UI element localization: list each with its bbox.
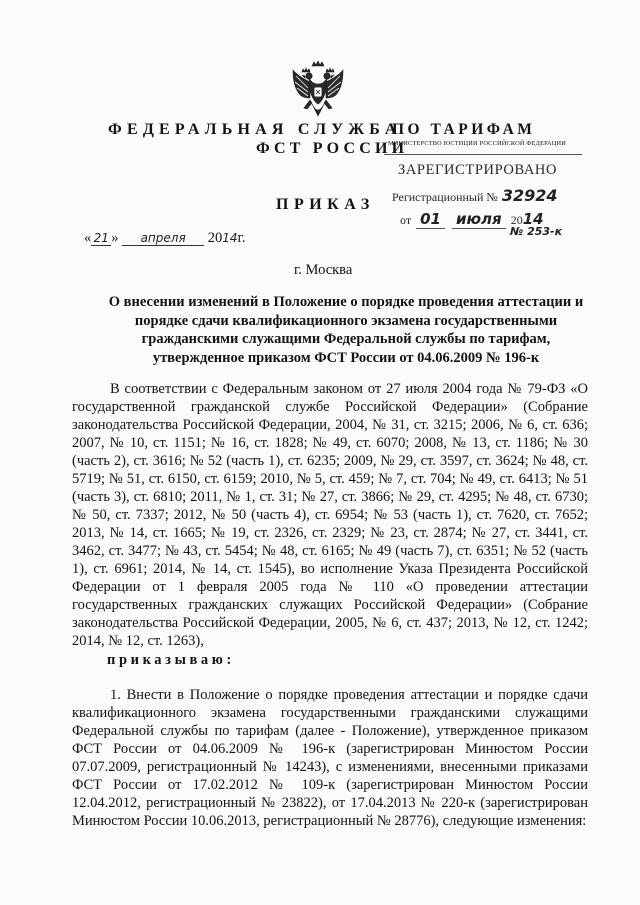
date-year-prefix: 20	[207, 230, 223, 246]
stamp-registered-label: ЗАРЕГИСТРИРОВАНО	[398, 162, 558, 178]
date-day: 21	[91, 231, 111, 246]
orders-word: приказываю:	[107, 652, 235, 668]
stamp-date-year-prefix: 20	[510, 213, 523, 227]
stamp-ministry: МИНИСТЕРСТВО ЮСТИЦИИ РОССИЙСКОЙ ФЕДЕРАЦИИ	[388, 140, 567, 147]
city: г. Москва	[294, 262, 353, 278]
coat-of-arms-emblem	[290, 60, 346, 124]
date-close-quote: »	[111, 230, 119, 246]
order-title: О внесении изменений в Положение о порядке проведения аттестации и порядке сдачи квалификационного экзамена государственными гражданскими служащими Федеральной службы по тарифам, утвержденное приказом ФСТ России от 04.06.2009 № 196-к	[108, 294, 584, 366]
order-date	[84, 230, 245, 247]
stamp-order-number	[510, 224, 562, 239]
stamp-registration-number-row	[392, 186, 558, 205]
item-1-paragraph: 1. Внести в Положение о порядке проведения аттестации и порядке сдачи квалификационного экзамена государственными гражданскими служащими Федеральной службы по тарифам (далее - Положение), утвержденное приказом ФСТ России от 04.06.2009 № 196-к (зарегистрирован Минюстом России 07.07.2009, регистрационный № 14243), с изменениями, внесенными приказами ФСТ России от 17.02.2012 № 109-к (зарегистрирован Минюстом России 12.04.2012, регистрационный № 23822), от 17.04.2013 № 220-к (зарегистрирован Минюстом России 10.06.2013, регистрационный № 28776), следующие изменения:	[72, 687, 588, 829]
stamp-divider	[384, 154, 582, 155]
document-heading: ПРИКАЗ	[276, 196, 375, 213]
stamp-date-year: 14	[522, 210, 544, 228]
organization-name-line2: ФСТ РОССИИ	[256, 140, 409, 157]
stamp-reg-number: 32924	[501, 186, 558, 205]
stamp-date-prefix: от	[400, 213, 412, 227]
date-month: апреля	[122, 231, 204, 246]
stamp-date-month: июля	[452, 210, 506, 229]
stamp-top-text: ПО ТАРИФАМ	[392, 121, 536, 138]
date-year: 14	[222, 231, 238, 245]
organization-name-line1: ФЕДЕРАЛЬНАЯ СЛУЖБА	[108, 121, 402, 138]
date-suffix: г.	[237, 230, 246, 246]
stamp-reg-label: Регистрационный №	[392, 190, 498, 204]
registration-stamp	[382, 118, 582, 242]
stamp-number: № 253-к	[510, 225, 563, 238]
stamp-date-day: 01	[416, 210, 445, 229]
date-open-quote: «	[84, 230, 92, 246]
preamble-paragraph: В соответствии с Федеральным законом от 27 июля 2004 года № 79-ФЗ «О государственной гражданской службе Российской Федерации» (Собрание законодательства Российской Федерации, 2004, № 31, ст. 3215; 2006, № 6, ст. 636; 2007, № 10, ст. 1151; № 16, ст. 1828; № 49, ст. 6070; 2008, № 13, ст. 1186; № 30 (часть 2), ст. 3616; № 52 (часть 1), ст. 6235; 2009, № 29, ст. 3597, ст. 3624; № 48, ст. 5719; № 51, ст. 6150, ст. 6159; 2010, № 5, ст. 459; № 7, ст. 704; № 49, ст. 6413; № 51 (часть 3), ст. 6810; 2011, № 1, ст. 31; № 27, ст. 3866; № 29, ст. 4295; № 48, ст. 6730; № 50, ст. 7337; 2012, № 50 (часть 4), ст. 6954; № 53 (часть 1), ст. 7620, ст. 7652; 2013, № 14, ст. 1665; № 19, ст. 2326, ст. 2329; № 23, ст. 2874; № 27, ст. 3441, ст. 3462, ст. 3477; № 43, ст. 5454; № 48, ст. 6165; № 49 (часть 7), ст. 6351; № 52 (часть 1), ст. 6961; 2014, № 14, ст. 1545), во исполнение Указа Президента Российской Федерации от 1 февраля 2005 года № 110 «О проведении аттестации государственных гражданских служащих Российской Федерации» (Собрание законодательства Российской Федерации, 2005, № 6, ст. 437; 2013, № 12, ст. 1242; 2014, № 12, ст. 1263),	[72, 381, 588, 649]
